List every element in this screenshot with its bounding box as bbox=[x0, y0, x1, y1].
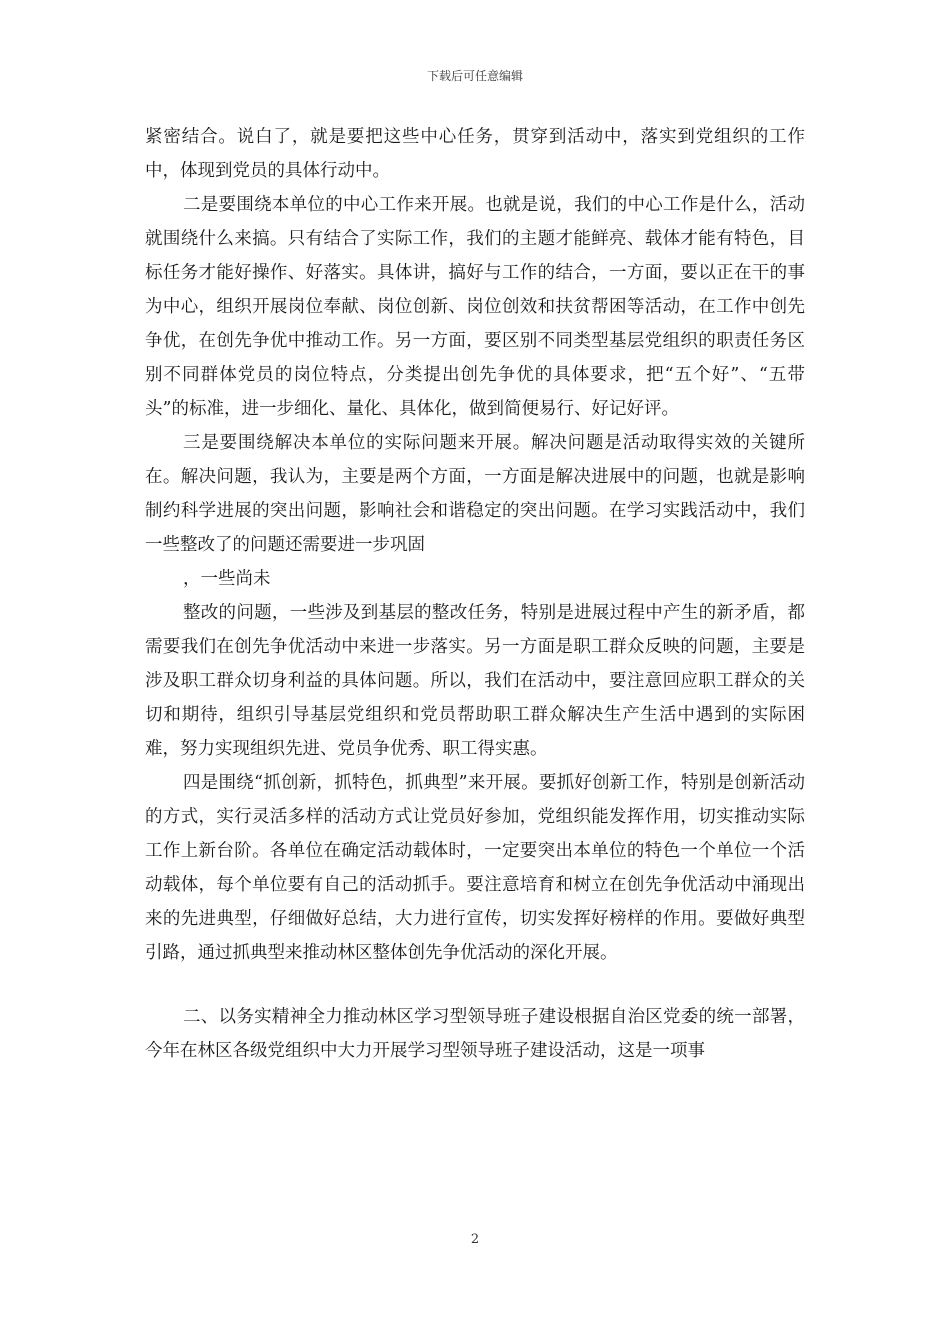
paragraph-fourth-point: 四是围绕“抓创新，抓特色，抓典型”来开展。要抓好创新工作，特别是创新活动的方式，实行灵活多样的活动方式让党员好参加，党组织能发挥作用，切实推动实际工作上新台阶。各单位在确定活动载体时，一定要突出本单位的特色一个单位一个活动载体，每个单位要有自己的活动抓手。要注意培育和树立在创先争优活动中涌现出来的先进典型，仔细做好总结，大力进行宣传，切实发挥好榜样的作用。要做好典型引路，通过抓典型来推动林区整体创先争优活动的深化开展。 bbox=[145, 773, 805, 963]
paragraph-fragment: ，一些尚未 bbox=[183, 569, 271, 589]
page-number: 2 bbox=[470, 1232, 480, 1247]
paragraph-rectification: 整改的问题，一些涉及到基层的整改任务，特别是进展过程中产生的新矛盾，都需要我们在创先争优活动中来进一步落实。另一方面是职工群众反映的问题，主要是涉及职工群众切身利益的具体问题。所以，我们在活动中，要注意回应职工群众的关切和期待，组织引导基层党组织和党员帮助职工群众解决生产生活中遇到的实际困难，努力实现组织先进、党员争优秀、职工得实惠。 bbox=[145, 603, 805, 759]
document-body bbox=[145, 120, 805, 1068]
paragraph-gap bbox=[145, 970, 805, 1000]
paragraph-second-point: 二是要围绕本单位的中心工作来开展。也就是说，我们的中心工作是什么，活动就围绕什么来搞。只有结合了实际工作，我们的主题才能鲜亮、载体才能有特色，目标任务才能好操作、好落实。具体讲，搞好与工作的结合，一方面，要以正在干的事为中心，组织开展岗位奉献、岗位创新、岗位创效和扶贫帮困等活动，在工作中创先争优，在创先争优中推动工作。另一方面，要区别不同类型基层党组织的职责任务区别不同群体党员的岗位特点，分类提出创先争优的具体要求，把“五个好”、“五带头”的标准，进一步细化、量化、具体化，做到简便易行、好记好评。 bbox=[145, 195, 805, 419]
paragraph-section-two: 二、以务实精神全力推动林区学习型领导班子建设根据自治区党委的统一部署，今年在林区各级党组织中大力开展学习型领导班子建设活动，这是一项事 bbox=[145, 1007, 805, 1061]
paragraph-third-point: 三是要围绕解决本单位的实际问题来开展。解决问题是活动取得实效的关键所在。解决问题，我认为，主要是两个方面，一方面是解决进展中的问题，也就是影响制约科学进展的突出问题，影响社会和谐稳定的突出问题。在学习实践活动中，我们一些整改了的问题还需要进一步巩固 bbox=[145, 433, 805, 555]
paragraph-continuation: 紧密结合。说白了，就是要把这些中心任务，贯穿到活动中，落实到党组织的工作中，体现到党员的具体行动中。 bbox=[145, 127, 805, 181]
page-header: 下载后可任意编辑 bbox=[426, 69, 523, 83]
